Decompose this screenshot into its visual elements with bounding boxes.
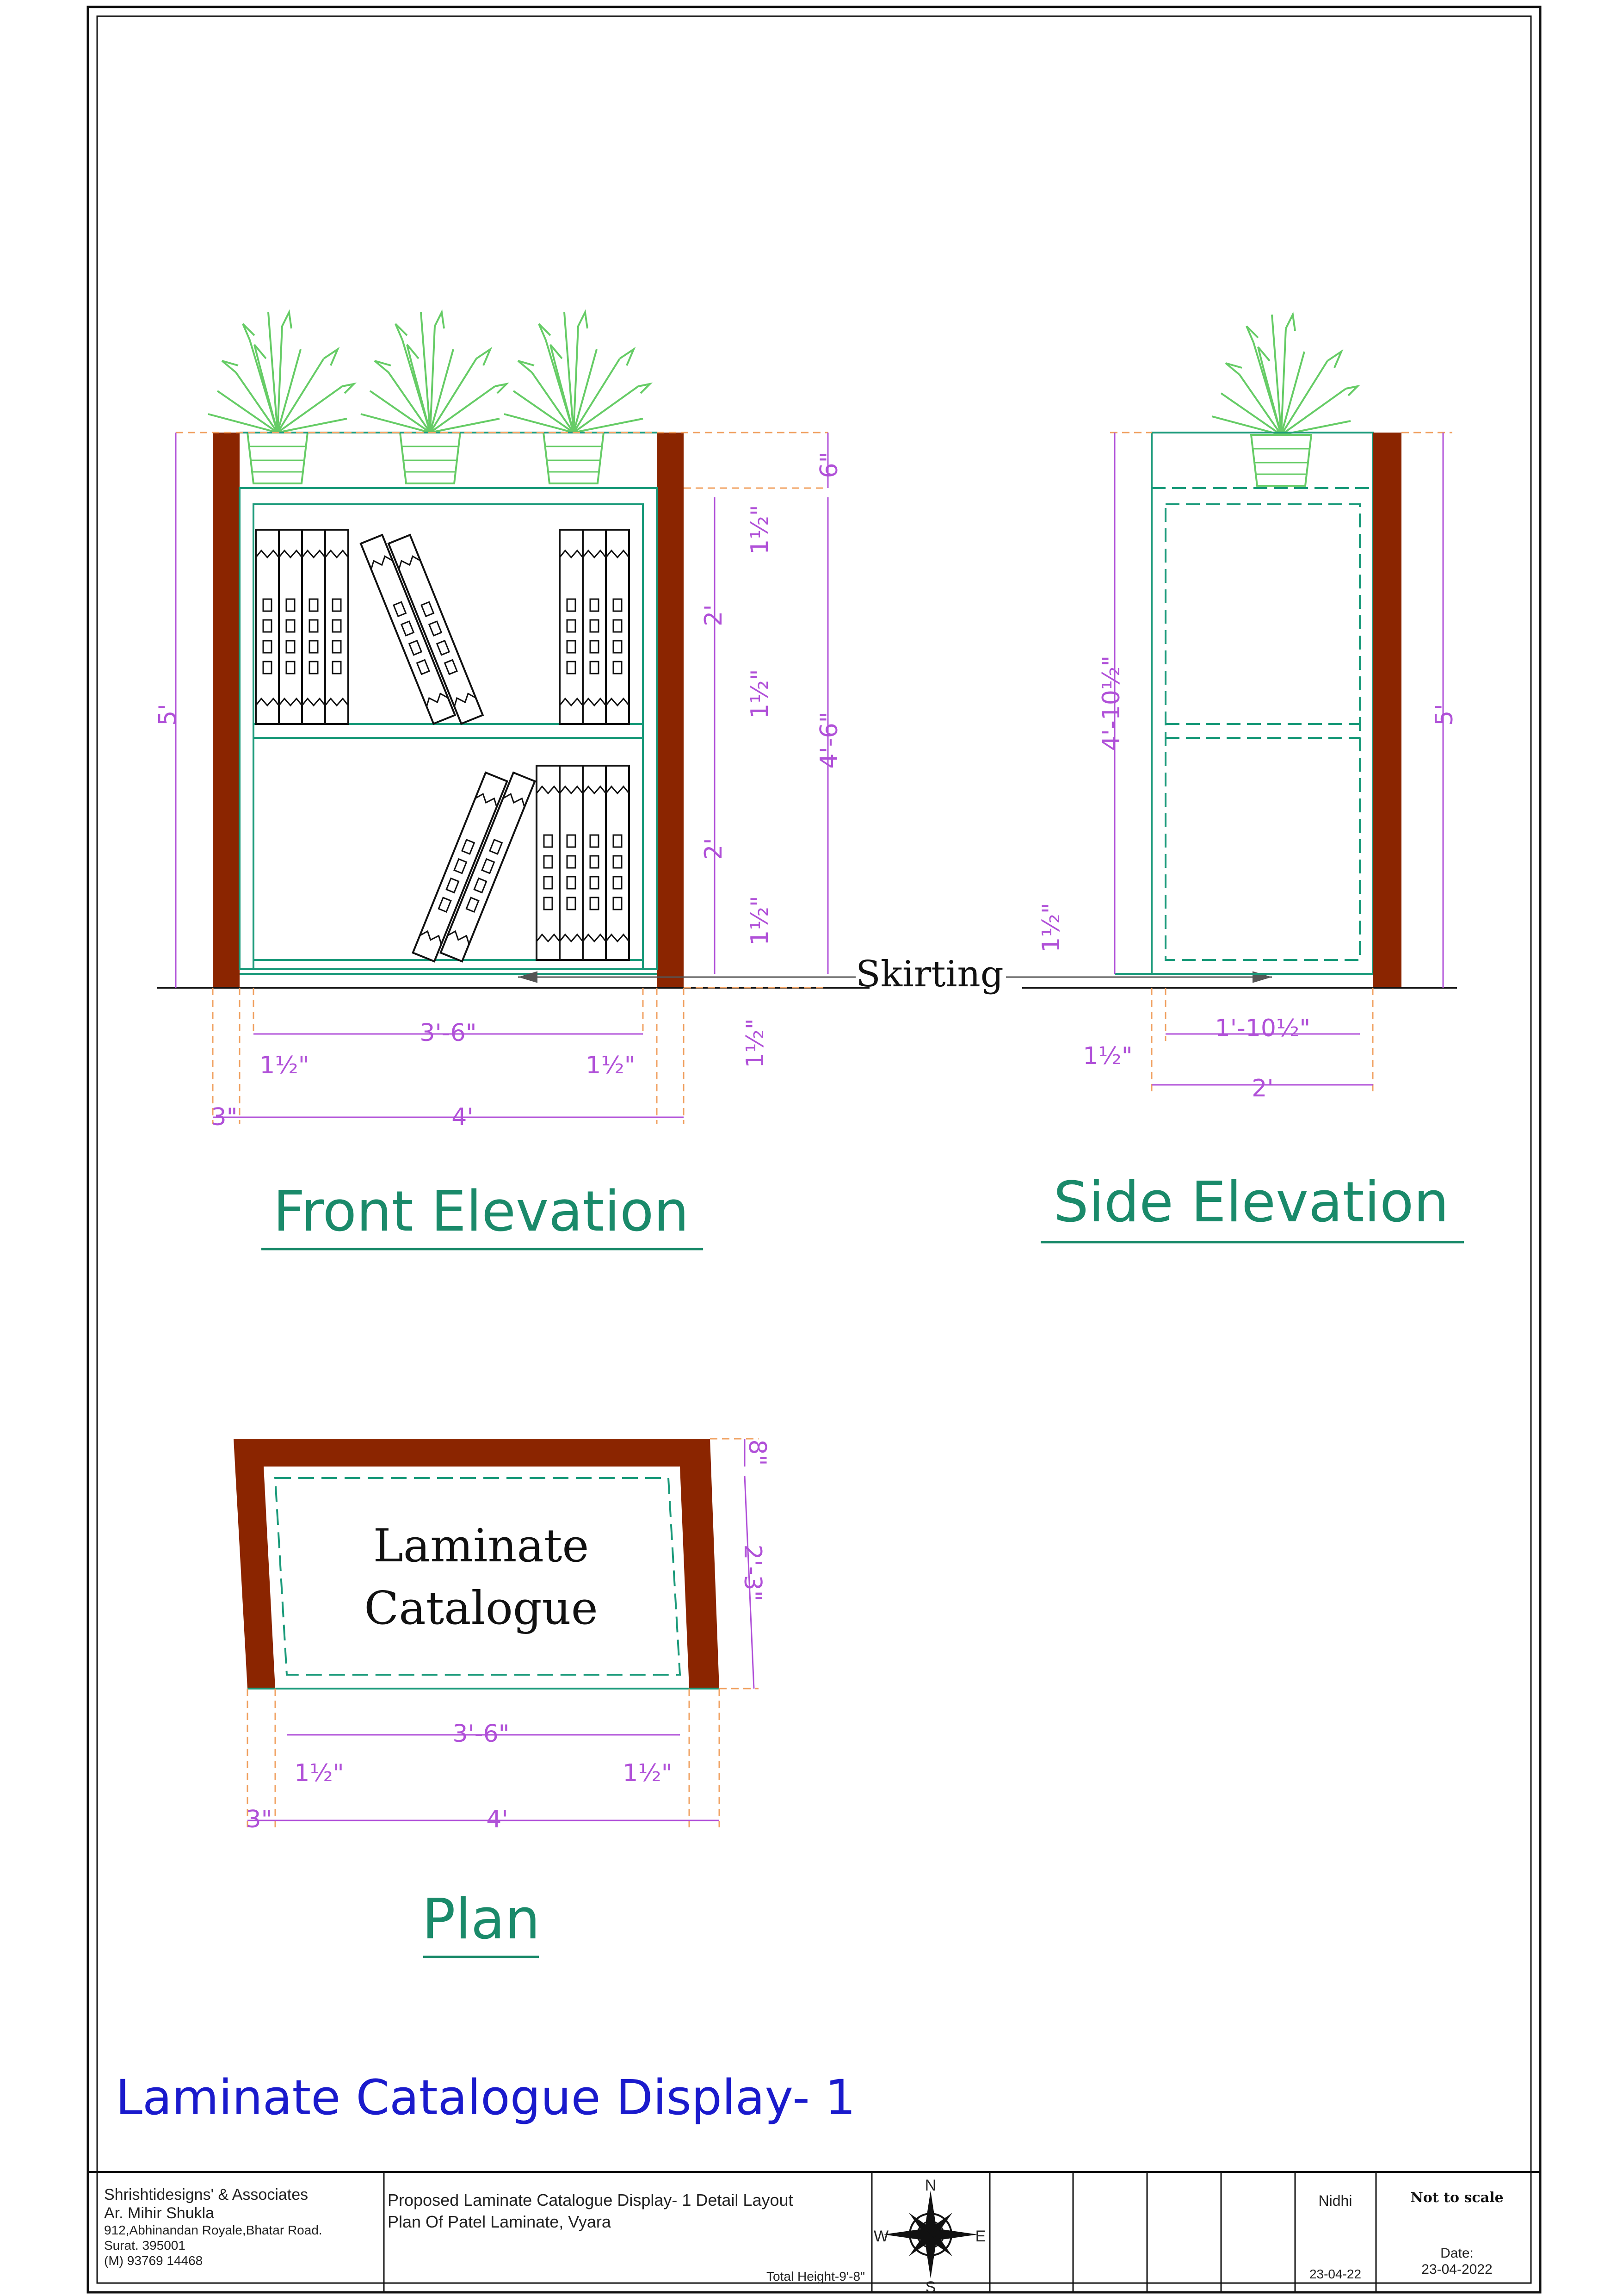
date-label: Date: (1440, 2246, 1474, 2261)
plan-dim-side-right: 1½" (623, 1759, 673, 1787)
plan-label-line1: Laminate (373, 1520, 589, 1572)
dim-offset: 3" (211, 1103, 238, 1131)
pot-icon (543, 433, 604, 483)
dim-total-height: 5' (154, 704, 182, 726)
title-block (88, 2172, 1540, 2296)
plan-dim-total-width: 4' (486, 1806, 508, 1833)
plan-dim-top-thk: 8" (743, 1439, 771, 1466)
plan (234, 1439, 771, 1957)
side-dim-side-thk: 1½" (1083, 1042, 1133, 1070)
date-value: 23-04-2022 (1421, 2262, 1493, 2277)
plan-label-line2: Catalogue (364, 1582, 598, 1635)
book-icon (583, 766, 606, 960)
book-icon (606, 766, 629, 960)
sheet-title: Laminate Catalogue Display- 1 (116, 2069, 856, 2126)
plan-dim-depth: 2'-3" (739, 1544, 766, 1602)
project-line1: Proposed Laminate Catalogue Display- 1 Detail Layout (388, 2191, 793, 2209)
side-elevation-title: Side Elevation (1053, 1170, 1449, 1235)
plant-icon (504, 312, 650, 433)
side-dim-total-width: 2' (1252, 1075, 1274, 1102)
side-dim-total-height: 5' (1431, 704, 1458, 726)
address-line2: Surat. 395001 (104, 2238, 185, 2253)
pot-icon (1251, 435, 1311, 486)
project-line2: Plan Of Patel Laminate, Vyara (388, 2212, 611, 2231)
book-icon (560, 530, 583, 724)
dim-side-left: 1½" (259, 1052, 309, 1079)
dim-inner-width: 3'-6" (420, 1019, 477, 1047)
front-elevation (154, 312, 1272, 1249)
dim-shelf-height-2: 2' (700, 838, 728, 860)
plant-icon (1212, 315, 1358, 435)
left-post (213, 433, 240, 988)
skirting-label: Skirting (856, 953, 1004, 995)
plant-icon (361, 312, 506, 433)
sheet-border-inner (97, 16, 1531, 2283)
right-post (657, 433, 684, 988)
drawn-by: Nidhi (1318, 2192, 1352, 2209)
book-icon (537, 766, 560, 960)
book-icon (325, 530, 348, 724)
address-line1: 912,Abhinandan Royale,Bhatar Road. (104, 2223, 322, 2237)
compass-n: N (925, 2177, 937, 2194)
front-elevation-title: Front Elevation (273, 1180, 689, 1244)
total-height: Total Height-9'-8" (766, 2269, 865, 2284)
side-dim-top-shelf: 1½" (1037, 903, 1065, 953)
book-icon (256, 530, 279, 724)
dim-shelf-height-1: 2' (700, 604, 728, 626)
plant-icon (208, 312, 354, 433)
firm-name: Shrishtidesigns' & Associates (104, 2186, 309, 2203)
dim-shelf-thk-top: 1½" (746, 505, 774, 555)
compass-e: E (975, 2228, 986, 2245)
side-elevation (1022, 315, 1464, 1242)
drawn-date: 23-04-22 (1309, 2267, 1362, 2281)
plan-dim-inner-width: 3'-6" (452, 1720, 510, 1748)
book-icon (279, 530, 302, 724)
pot-icon (247, 433, 308, 483)
dim-skirting-thk: 1½" (741, 1018, 769, 1068)
plan-dim-side-left: 1½" (294, 1759, 344, 1787)
compass-w: W (873, 2228, 889, 2245)
dim-top-gap: 6" (815, 452, 843, 478)
compass-icon (883, 2191, 978, 2278)
scale-note: Not to scale (1410, 2190, 1504, 2206)
book-icon (560, 766, 583, 960)
sheet-border-outer (88, 7, 1540, 2292)
dim-shelf-thk-mid: 1½" (746, 669, 774, 719)
side-post (1373, 433, 1401, 988)
plan-dim-offset: 3" (246, 1806, 272, 1833)
pot-icon (400, 433, 460, 483)
side-dim-inner-height: 4'-10½" (1098, 655, 1125, 751)
book-icon (583, 530, 606, 724)
phone: (M) 93769 14468 (104, 2253, 203, 2268)
side-dim-inner-width: 1'-10½" (1215, 1015, 1311, 1042)
dim-shelf-thk-bottom: 1½" (746, 896, 774, 946)
book-icon (606, 530, 629, 724)
dim-side-right: 1½" (586, 1052, 636, 1079)
dim-total-width: 4' (451, 1103, 474, 1131)
architect-name: Ar. Mihir Shukla (104, 2204, 215, 2222)
compass-s: S (925, 2278, 936, 2296)
plan-title: Plan (422, 1888, 540, 1952)
dim-inner-height: 4'-6" (815, 712, 843, 769)
book-icon (302, 530, 325, 724)
